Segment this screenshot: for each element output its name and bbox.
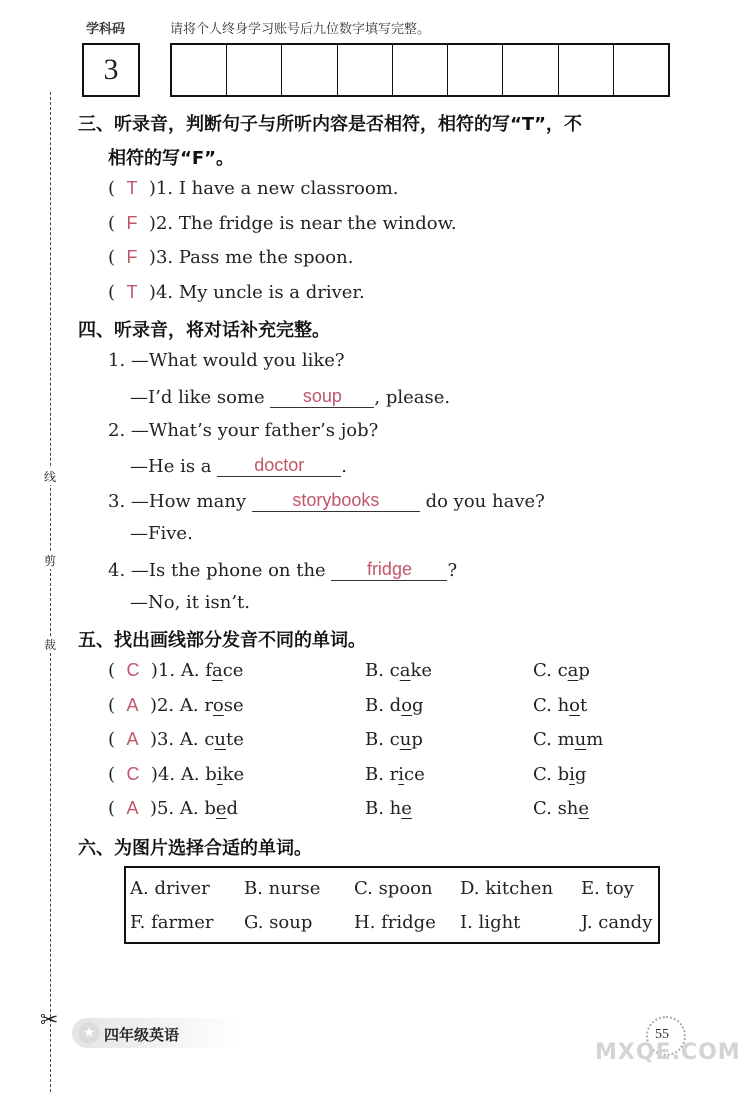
choice-answer[interactable]: A	[126, 798, 139, 818]
dialog-text: .	[341, 456, 347, 477]
choice-num: )4. A.	[150, 764, 206, 785]
dialog-q1-b	[130, 385, 450, 408]
choice-option-b	[365, 729, 423, 750]
underlined-letter: e	[401, 798, 412, 819]
page-number: 55	[655, 1027, 669, 1042]
word-part: C. b	[533, 764, 570, 785]
underlined-letter: u	[214, 729, 226, 750]
choice-answer[interactable]: C	[126, 660, 140, 680]
judge-item: ( F )3. Pass me the spoon.	[108, 247, 354, 268]
judge-answer[interactable]: F	[126, 213, 138, 233]
word-part: f	[205, 660, 212, 681]
dialog-text: do you have?	[425, 491, 545, 512]
dialog-text: —He is a	[130, 456, 212, 477]
choice-option-c	[533, 798, 589, 819]
section3-title-line1: 三、听录音，判断句子与所听内容是否相符，相符的写“T”，不	[78, 114, 582, 135]
word-option: H. fridge	[354, 912, 436, 933]
cut-mark-line: 线	[43, 470, 56, 484]
word-part: p	[411, 729, 423, 750]
judge-item: ( F )2. The fridge is near the window.	[108, 213, 457, 234]
choice-item: ( A )5. A. bed	[108, 798, 239, 819]
digit-cell[interactable]	[338, 45, 393, 95]
choice-item: ( A )3. A. cute	[108, 729, 244, 750]
account-digit-grid[interactable]	[170, 43, 670, 97]
choice-answer[interactable]: C	[126, 764, 140, 784]
choice-answer[interactable]: A	[126, 729, 139, 749]
star-icon: ★	[78, 1022, 100, 1044]
word-part: C. c	[533, 660, 568, 681]
choice-option-b	[365, 660, 432, 681]
fill-blank[interactable]: storybooks	[252, 489, 420, 512]
digit-cell[interactable]	[448, 45, 503, 95]
word-part: B. c	[365, 660, 400, 681]
word-option: G. soup	[244, 912, 313, 933]
scissors-icon: ✂	[40, 1008, 59, 1033]
choice-item: ( C )1. A. face	[108, 660, 244, 681]
dialog-text: , please.	[374, 387, 451, 408]
word-part: ke	[410, 660, 433, 681]
dialog-text: 3. —How many	[108, 491, 247, 512]
word-part: p	[578, 660, 590, 681]
dialog-q1-a: 1. —What would you like?	[108, 350, 345, 371]
choice-num: )1. A.	[150, 660, 206, 681]
dialog-q2-a: 2. —What’s your father’s job?	[108, 420, 379, 441]
word-part: B. r	[365, 764, 399, 785]
choice-option-c	[533, 695, 587, 716]
dialog-text: ?	[447, 560, 458, 581]
dialog-q4-a	[108, 558, 457, 581]
judge-text: )4. My uncle is a driver.	[148, 282, 365, 303]
judge-text: )3. Pass me the spoon.	[148, 247, 354, 268]
digit-cell[interactable]	[559, 45, 614, 95]
choice-num: )2. A.	[149, 695, 205, 716]
dialog-text: —I’d like some	[130, 387, 265, 408]
section5-title: 五、找出画线部分发音不同的单词。	[78, 630, 366, 651]
fill-blank[interactable]: fridge	[331, 558, 447, 581]
choice-answer[interactable]: A	[126, 695, 139, 715]
dialog-q4-b: —No, it isn’t.	[130, 592, 251, 613]
underlined-letter: a	[399, 660, 411, 681]
choice-option-c	[533, 729, 603, 750]
word-option: A. driver	[130, 878, 210, 899]
dialog-q2-b	[130, 454, 347, 477]
underlined-letter: u	[574, 729, 587, 750]
underlined-letter: a	[567, 660, 579, 681]
word-part: C. h	[533, 695, 570, 716]
dialog-text: 4. —Is the phone on the	[108, 560, 326, 581]
word-part: se	[223, 695, 244, 716]
underlined-letter: o	[569, 695, 581, 716]
judge-text: )1. I have a new classroom.	[148, 178, 399, 199]
underlined-letter: i	[398, 764, 405, 785]
word-part: g	[412, 695, 424, 716]
choice-num: )3. A.	[149, 729, 205, 750]
fill-blank[interactable]: soup	[270, 385, 374, 408]
judge-text: )2. The fridge is near the window.	[148, 213, 457, 234]
underlined-letter: u	[399, 729, 412, 750]
watermark: MXQE.COM	[595, 1040, 741, 1065]
choice-num: )5. A.	[149, 798, 205, 819]
digit-cell[interactable]	[172, 45, 227, 95]
word-part: C. m	[533, 729, 575, 750]
word-part: b	[205, 764, 217, 785]
word-option: I. light	[460, 912, 521, 933]
choice-option-c	[533, 660, 590, 681]
word-part: t	[580, 695, 588, 716]
word-option: E. toy	[581, 878, 634, 899]
choice-option-b	[365, 695, 424, 716]
judge-answer[interactable]: F	[126, 247, 138, 267]
cut-mark-trim: 裁	[43, 638, 56, 652]
fill-blank[interactable]: doctor	[217, 454, 341, 477]
digit-cell[interactable]	[503, 45, 558, 95]
word-option: D. kitchen	[460, 878, 554, 899]
section3-title-line2: 相符的写“F”。	[108, 148, 234, 169]
subject-code-label: 学科码	[86, 22, 126, 37]
word-part: c	[204, 729, 215, 750]
account-instruction: 请将个人终身学习账号后九位数字填写完整。	[170, 22, 431, 37]
word-bank-box	[124, 866, 660, 944]
word-part: B. h	[365, 798, 402, 819]
word-part: d	[226, 798, 239, 819]
word-part: B. c	[365, 729, 400, 750]
choice-item: ( C )4. A. bike	[108, 764, 245, 785]
cut-mark-cut: 剪	[43, 554, 56, 568]
section4-title: 四、听录音，将对话补充完整。	[78, 320, 330, 341]
word-part: ce	[222, 660, 244, 681]
word-part: B. d	[365, 695, 402, 716]
digit-cell[interactable]	[282, 45, 337, 95]
underlined-letter: o	[401, 695, 413, 716]
word-part: te	[226, 729, 244, 750]
word-option: B. nurse	[244, 878, 321, 899]
choice-option-b	[365, 798, 412, 819]
word-part: m	[586, 729, 604, 750]
word-part: b	[204, 798, 216, 819]
dialog-q3-b: —Five.	[130, 523, 193, 544]
judge-item: ( T )4. My uncle is a driver.	[108, 282, 365, 303]
choice-option-b	[365, 764, 425, 785]
word-part: ce	[404, 764, 425, 785]
choice-item: ( A )2. A. rose	[108, 695, 244, 716]
word-option: J. candy	[581, 912, 653, 933]
word-part: g	[574, 764, 587, 785]
judge-item: ( T )1. I have a new classroom.	[108, 178, 399, 199]
underlined-letter: i	[569, 764, 575, 785]
word-part: ke	[222, 764, 245, 785]
underlined-letter: e	[578, 798, 590, 819]
choice-option-c	[533, 764, 586, 785]
digit-cell[interactable]	[393, 45, 448, 95]
judge-answer[interactable]: T	[126, 178, 138, 198]
underlined-letter: i	[216, 764, 223, 785]
digit-cell[interactable]	[614, 45, 668, 95]
cut-line	[50, 92, 51, 1092]
digit-cell[interactable]	[227, 45, 282, 95]
word-option: F. farmer	[130, 912, 214, 933]
footer-label: 四年级英语	[104, 1026, 180, 1044]
section6-title: 六、为图片选择合适的单词。	[78, 838, 312, 859]
underlined-letter: e	[215, 798, 227, 819]
dialog-q3-a	[108, 489, 545, 512]
word-part: C. sh	[533, 798, 579, 819]
judge-answer[interactable]: T	[126, 282, 138, 302]
subject-code-box: 3	[82, 43, 140, 97]
word-option: C. spoon	[354, 878, 433, 899]
underlined-letter: o	[212, 695, 224, 716]
word-part: r	[204, 695, 213, 716]
underlined-letter: a	[211, 660, 223, 681]
